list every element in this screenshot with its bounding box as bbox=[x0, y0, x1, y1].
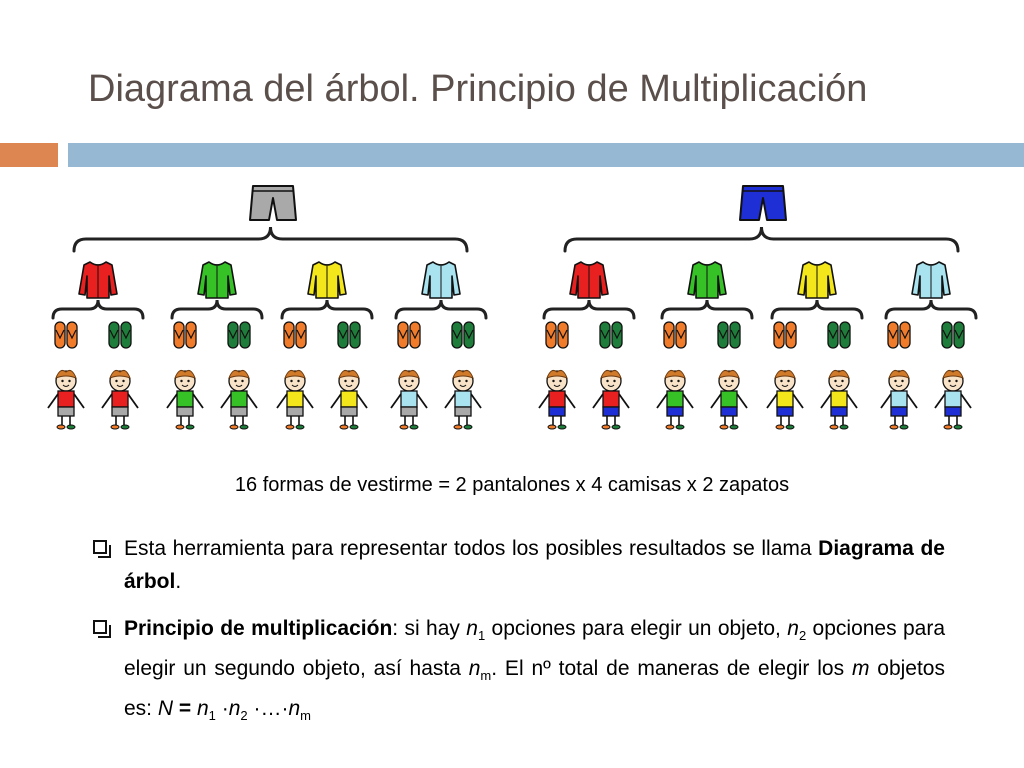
red-shirt-icon bbox=[570, 262, 608, 298]
bullet-1-end: . bbox=[175, 570, 182, 593]
equals-sign: = bbox=[173, 697, 197, 721]
green-sandals-icon bbox=[942, 322, 964, 348]
bullet-tree-diagram bbox=[92, 532, 945, 598]
checkbox-bullet-icon bbox=[93, 620, 107, 634]
orange-sandals-icon bbox=[888, 322, 910, 348]
yellow-shirt-icon bbox=[308, 262, 346, 298]
orange-sandals-icon bbox=[55, 322, 77, 348]
shirt-brace bbox=[662, 300, 752, 318]
lightblue-shirt-icon bbox=[422, 262, 460, 298]
var-n: n bbox=[196, 697, 209, 721]
var-m: m bbox=[851, 657, 870, 681]
green-shirt-icon bbox=[688, 262, 726, 298]
green-sandals-icon bbox=[718, 322, 740, 348]
formula-text: 16 formas de vestirme = 2 pantalones x 4 camisas x 2 zapatos bbox=[234, 474, 790, 496]
bullet-2-bold: Principio de multiplicación bbox=[124, 617, 393, 640]
outfit-figure bbox=[593, 370, 629, 429]
var-n: n bbox=[228, 697, 241, 721]
bullet-1-bold: Diagrama de árbol bbox=[124, 537, 945, 593]
shirt-brace bbox=[282, 300, 372, 318]
page-title: Diagrama del árbol. Principio de Multiplicación bbox=[88, 68, 868, 110]
green-sandals-icon bbox=[109, 322, 131, 348]
green-sandals-icon bbox=[338, 322, 360, 348]
bullet-2-text-3: opciones para elegir un segundo objeto, así hasta bbox=[124, 617, 945, 681]
outfit-figure bbox=[48, 370, 84, 429]
outfit-figure bbox=[767, 370, 803, 429]
outfit-figure bbox=[221, 370, 257, 429]
outfit-figure bbox=[445, 370, 481, 429]
gray-pants-icon bbox=[250, 186, 296, 220]
outfit-figure bbox=[167, 370, 203, 429]
shirt-brace bbox=[172, 300, 262, 318]
outfit-figure bbox=[102, 370, 138, 429]
green-sandals-icon bbox=[600, 322, 622, 348]
green-sandals-icon bbox=[828, 322, 850, 348]
shirt-brace bbox=[886, 300, 976, 318]
orange-sandals-icon bbox=[774, 322, 796, 348]
red-shirt-icon bbox=[79, 262, 117, 298]
bullet-list bbox=[92, 532, 945, 747]
orange-sandals-icon bbox=[398, 322, 420, 348]
bullet-2-text-4: . El nº total de maneras de elegir los bbox=[491, 657, 852, 681]
ellipsis-operator: ·…· bbox=[247, 697, 289, 721]
outfit-figure bbox=[331, 370, 367, 429]
blue-pants-icon bbox=[740, 186, 786, 220]
yellow-shirt-icon bbox=[798, 262, 836, 298]
outfit-figure bbox=[881, 370, 917, 429]
green-sandals-icon bbox=[228, 322, 250, 348]
orange-sandals-icon bbox=[284, 322, 306, 348]
sub-2: 2 bbox=[798, 628, 807, 644]
var-n: n bbox=[468, 657, 481, 681]
orange-sandals-icon bbox=[664, 322, 686, 348]
green-shirt-icon bbox=[198, 262, 236, 298]
var-N: N bbox=[157, 697, 174, 721]
outfit-figure bbox=[277, 370, 313, 429]
shirt-brace bbox=[396, 300, 486, 318]
outfit-figure bbox=[539, 370, 575, 429]
bullet-multiplication-principle bbox=[92, 612, 945, 733]
checkbox-bullet-icon bbox=[93, 540, 107, 554]
orange-sandals-icon bbox=[174, 322, 196, 348]
lightblue-shirt-icon bbox=[912, 262, 950, 298]
bullet-2-text-1: : si hay bbox=[392, 617, 467, 640]
sub-m: m bbox=[480, 668, 492, 684]
sub-2: 2 bbox=[240, 708, 248, 724]
shirt-brace bbox=[772, 300, 862, 318]
var-n: n bbox=[787, 617, 799, 640]
outfit-figure bbox=[711, 370, 747, 429]
var-n: n bbox=[288, 697, 301, 721]
bullet-2-text-5: objetos es: bbox=[124, 657, 945, 721]
shirt-brace bbox=[544, 300, 634, 318]
outfit-figure bbox=[391, 370, 427, 429]
green-sandals-icon bbox=[452, 322, 474, 348]
outfit-figure bbox=[821, 370, 857, 429]
bullet-2-text-2: opciones para elegir un objeto, bbox=[485, 617, 788, 640]
orange-sandals-icon bbox=[546, 322, 568, 348]
sub-m: m bbox=[300, 708, 311, 724]
pants-brace bbox=[565, 227, 958, 251]
dot-operator: · bbox=[215, 697, 229, 721]
bullet-1-text: Esta herramienta para representar todos los posibles resultados se llama bbox=[124, 537, 819, 560]
sub-1: 1 bbox=[477, 628, 486, 644]
var-n: n bbox=[466, 617, 478, 640]
sub-1: 1 bbox=[208, 708, 216, 724]
shirt-brace bbox=[53, 300, 143, 318]
outfit-figure bbox=[657, 370, 693, 429]
pants-brace bbox=[74, 227, 467, 251]
outfit-figure bbox=[935, 370, 971, 429]
